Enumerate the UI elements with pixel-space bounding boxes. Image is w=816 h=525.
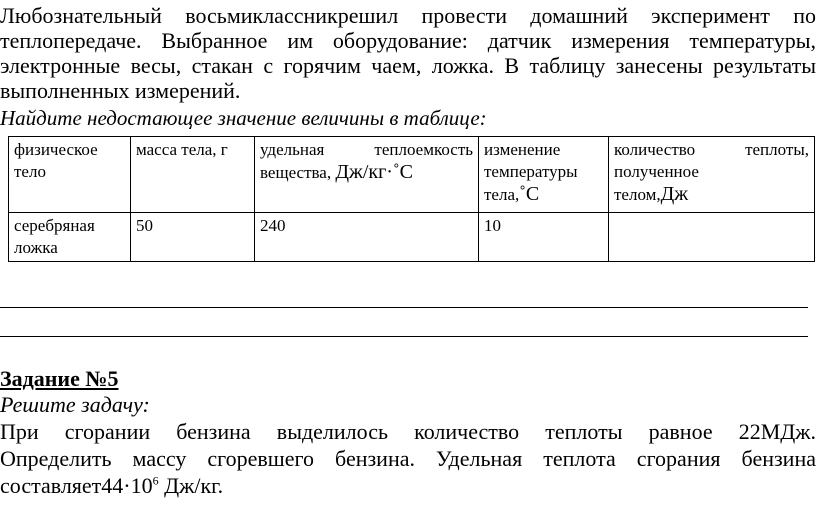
- table-row: [9, 213, 815, 262]
- intro-line-3: электронные весы, стакан с горячим чаем, ложка. В таблицу занесены результаты: [0, 53, 816, 78]
- header-body: физическое тело: [9, 137, 131, 213]
- header-temp-change: изменение температуры тела,˚С: [479, 137, 609, 213]
- answer-line-2: [0, 336, 808, 337]
- intro-line-2: теплопередаче. Выбранное им оборудование: датчик измерения температуры,: [0, 28, 816, 53]
- task5-line-2: Определить массу сгоревшего бензина. Удельная теплота сгорания бензина: [0, 446, 816, 471]
- exponent: 6: [152, 473, 159, 488]
- intro-paragraph: [0, 3, 816, 103]
- task5-line-3: $составляет44\cdot 10^6$ Дж/кг.: [0, 473, 224, 498]
- task5-line-1: При сгорании бензина выделилось количество теплоты равное 22МДж.: [0, 419, 816, 444]
- cell-mass: 50: [131, 213, 255, 262]
- header-heat: количество теплоты, полученное телом,Дж: [609, 137, 815, 213]
- task5-subtitle: Решите задачу:: [0, 392, 150, 417]
- intro-line-4: выполненных измерений.: [0, 78, 241, 103]
- measurement-table: [8, 136, 815, 262]
- cell-heat-missing: [609, 213, 815, 262]
- intro-line-1: Любознательный восьмиклассникрешил провести домашний эксперимент по: [0, 3, 816, 28]
- answer-line-1: [0, 307, 808, 308]
- instruction: Найдите недостающее значение величины в таблице:: [0, 106, 487, 130]
- cell-heat-capacity: 240: [255, 213, 479, 262]
- header-heat-capacity: удельная теплоемкость вещества, Дж/кг·˚С: [255, 137, 479, 213]
- header-mass: масса тела, г: [131, 137, 255, 213]
- task5-title: Задание №5: [0, 366, 119, 391]
- table-header-row: [9, 137, 815, 213]
- task5-paragraph: [0, 419, 816, 500]
- cell-temp-change: 10: [479, 213, 609, 262]
- cell-body: серебряная ложка: [9, 213, 131, 262]
